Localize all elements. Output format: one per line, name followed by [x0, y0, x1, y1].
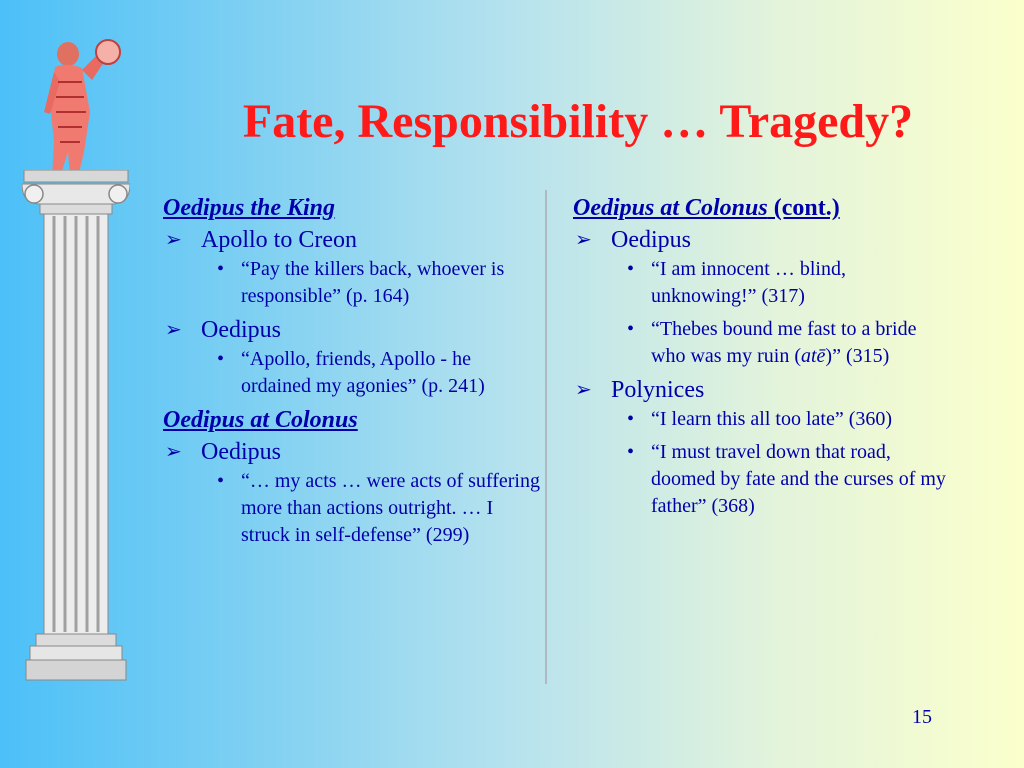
list-item-label: Oedipus	[611, 227, 691, 253]
bullet-icon: •	[217, 348, 225, 370]
heading-oedipus-at-colonus-cont	[573, 194, 953, 222]
right-column	[573, 194, 953, 526]
arrow-bullet-icon: ➢	[165, 441, 182, 463]
arrow-bullet-icon: ➢	[165, 229, 182, 251]
quote-text-part: )” (315)	[825, 345, 890, 367]
arrow-bullet-icon: ➢	[575, 379, 592, 401]
arrow-bullet-icon: ➢	[165, 319, 182, 341]
sub-list-item	[163, 468, 543, 549]
quote-text-emphasis: atē	[800, 345, 826, 367]
left-column	[163, 194, 543, 555]
list-item-label: Oedipus	[201, 317, 281, 343]
sub-list-item	[573, 406, 953, 433]
list-item-label: Oedipus	[201, 439, 281, 465]
sub-list-item	[163, 256, 543, 310]
list-item	[163, 316, 543, 344]
column-divider	[545, 190, 547, 684]
bullet-icon: •	[627, 408, 635, 430]
heading-oedipus-the-king: Oedipus the King	[163, 195, 336, 221]
slide-title: Fate, Responsibility … Tragedy?	[242, 95, 914, 148]
list-item	[163, 438, 543, 466]
quote-text-part: “Thebes bound me fast to a bride who was my ruin (	[651, 318, 917, 367]
heading-plain: (cont.)	[767, 195, 840, 221]
bullet-icon: •	[627, 318, 635, 340]
sub-list-item	[573, 439, 953, 520]
list-item	[163, 226, 543, 254]
quote-text: “Apollo, friends, Apollo - he ordained my agonies” (p. 241)	[241, 348, 485, 397]
quote-text: “I learn this all too late” (360)	[651, 408, 893, 430]
list-item-label: Polynices	[611, 377, 705, 403]
quote-text: “Pay the killers back, whoever is responsible” (p. 164)	[241, 258, 505, 307]
list-item	[573, 376, 953, 404]
heading-italic: Oedipus at Colonus	[573, 195, 768, 221]
quote-text: “I am innocent … blind, unknowing!” (317)	[651, 258, 846, 307]
sub-list-item	[573, 316, 953, 370]
quote-text: “… my acts … were acts of suffering more than actions outright. … I struck in self-defense” (299)	[241, 470, 540, 546]
ionic-column-image	[22, 170, 130, 682]
list-item-label: Apollo to Creon	[201, 227, 357, 253]
bullet-icon: •	[217, 258, 225, 280]
bullet-icon: •	[217, 470, 225, 492]
bullet-icon: •	[627, 441, 635, 463]
quote-text: “I must travel down that road, doomed by fate and the curses of my father” (368)	[651, 441, 946, 517]
bullet-icon: •	[627, 258, 635, 280]
page-number: 15	[912, 706, 932, 728]
statue-figure-image	[30, 32, 130, 182]
sub-list-item	[573, 256, 953, 310]
list-item	[573, 226, 953, 254]
quote-text	[651, 318, 916, 367]
sub-list-item	[163, 346, 543, 400]
heading-oedipus-at-colonus: Oedipus at Colonus	[163, 407, 358, 433]
arrow-bullet-icon: ➢	[575, 229, 592, 251]
